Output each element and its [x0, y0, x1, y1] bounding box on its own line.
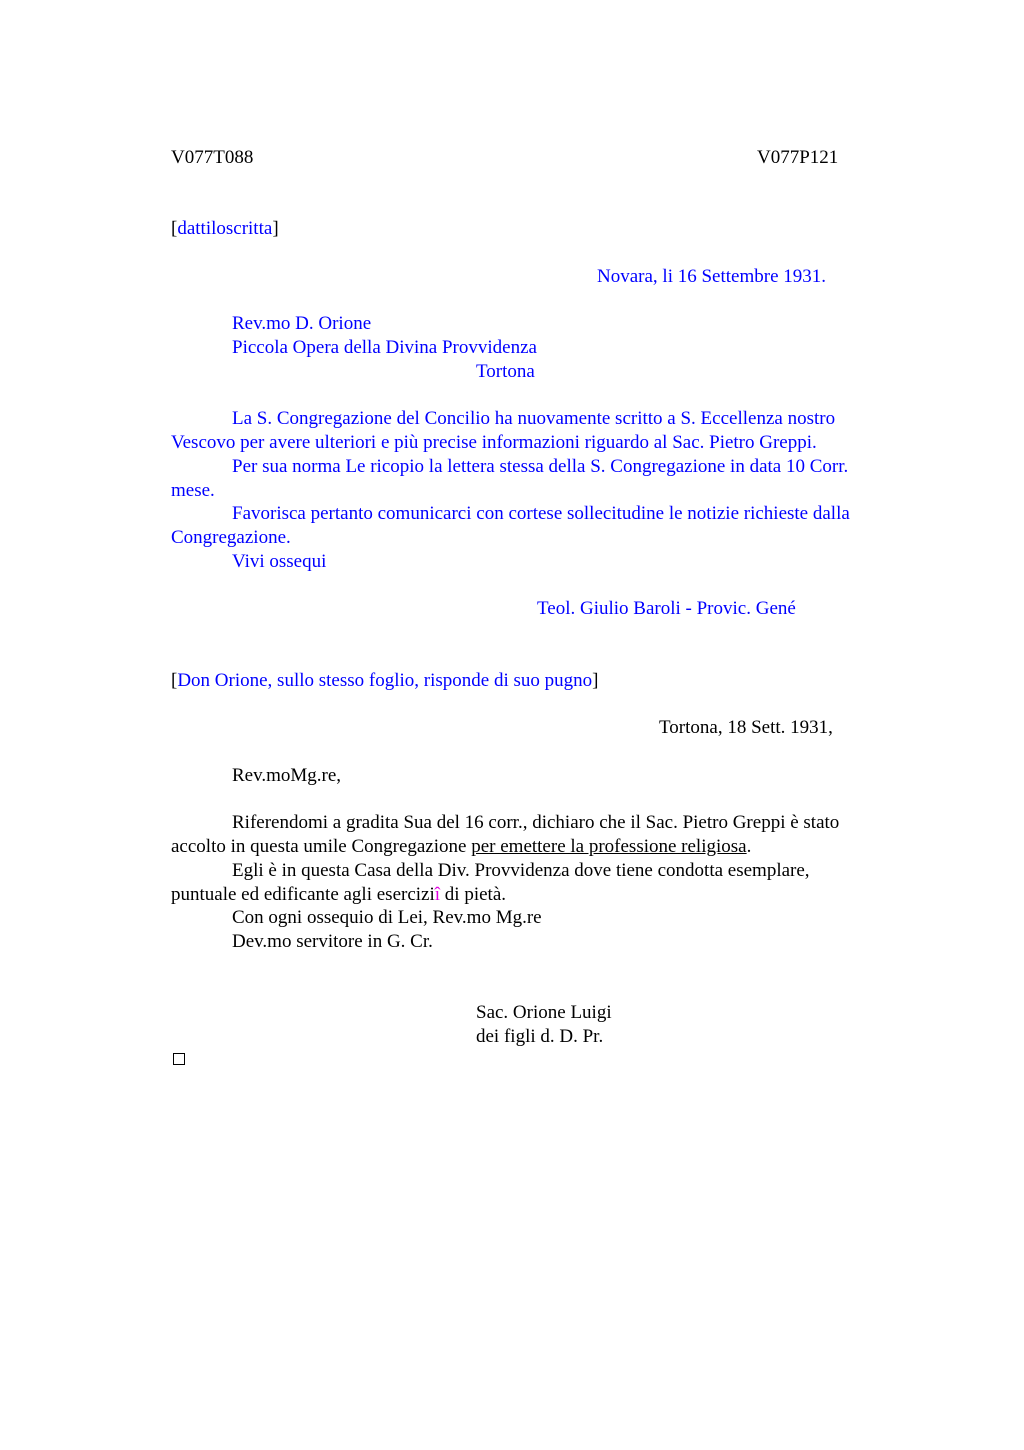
letter2-body-p2-line1: Egli è in questa Casa della Div. Provvidenza dove tiene condotta esemplare, — [232, 860, 810, 881]
editorial-mark: î — [434, 884, 441, 905]
letter1-body-p1-line2: Vescovo per avere ulteriori e più precise informazioni riguardo al Sac. Pietro Greppi. — [171, 432, 817, 453]
letter1-signature: Teol. Giulio Baroli - Provic. Gené — [537, 598, 796, 619]
text-segment: . — [746, 836, 752, 857]
text-segment: di pietà. — [440, 884, 506, 905]
bracket-open: [ — [171, 670, 178, 691]
editorial-note-handwritten — [171, 669, 598, 693]
bracket-open: [ — [171, 218, 178, 239]
bracket-close: ] — [592, 670, 599, 691]
letter2-body-p3-line2: Dev.mo servitore in G. Cr. — [232, 931, 433, 952]
end-marker-box — [173, 1053, 185, 1065]
bracket-close: ] — [272, 218, 279, 239]
document-code-right: V077P121 — [757, 147, 839, 168]
letter1-body-p2-line1: Per sua norma Le ricopio la lettera stessa della S. Congregazione in data 10 Corr. — [232, 456, 849, 477]
letter2-body-p1-line1: Riferendomi a gradita Sua del 16 corr., dichiaro che il Sac. Pietro Greppi è stato — [232, 812, 840, 833]
letter1-closing: Vivi ossequi — [232, 551, 327, 572]
letter1-addressee-line1: Rev.mo D. Orione — [232, 313, 372, 334]
letter1-addressee-line2: Piccola Opera della Divina Provvidenza — [232, 337, 537, 358]
editorial-note-text: Don Orione, sullo stesso foglio, risponde di suo pugno — [177, 670, 593, 691]
letter1-body-p1-line1: La S. Congregazione del Concilio ha nuovamente scritto a S. Eccellenza nostro — [232, 408, 836, 429]
letter1-body-p3-line1: Favorisca pertanto comunicarci con cortese sollecitudine le notizie richieste dalla — [232, 503, 850, 524]
letter2-body-p2-line2 — [171, 883, 506, 907]
letter2-dateline: Tortona, 18 Sett. 1931, — [659, 717, 833, 738]
text-segment: accolto in questa umile Congregazione — [171, 836, 472, 857]
editorial-note-typed — [171, 217, 279, 241]
letter2-body-p3-line1: Con ogni ossequio di Lei, Rev.mo Mg.re — [232, 907, 542, 928]
letter2-signature-line1: Sac. Orione Luigi — [476, 1002, 612, 1023]
letter1-addressee-line3: Tortona — [476, 361, 535, 382]
editorial-note-text: dattiloscritta — [177, 218, 273, 239]
letter1-body-p3-line2: Congregazione. — [171, 527, 291, 548]
letter1-dateline: Novara, li 16 Settembre 1931. — [597, 266, 827, 287]
letter2-salutation: Rev.moMg.re, — [232, 765, 342, 786]
letter2-signature-line2: dei figli d. D. Pr. — [476, 1026, 604, 1047]
text-segment: puntuale ed edificante agli esercizi — [171, 884, 435, 905]
document-code-left: V077T088 — [171, 147, 254, 168]
letter2-body-p1-line2 — [171, 835, 751, 859]
letter1-body-p2-line2: mese. — [171, 480, 215, 501]
underlined-phrase: per emettere la professione religiosa — [471, 836, 747, 857]
